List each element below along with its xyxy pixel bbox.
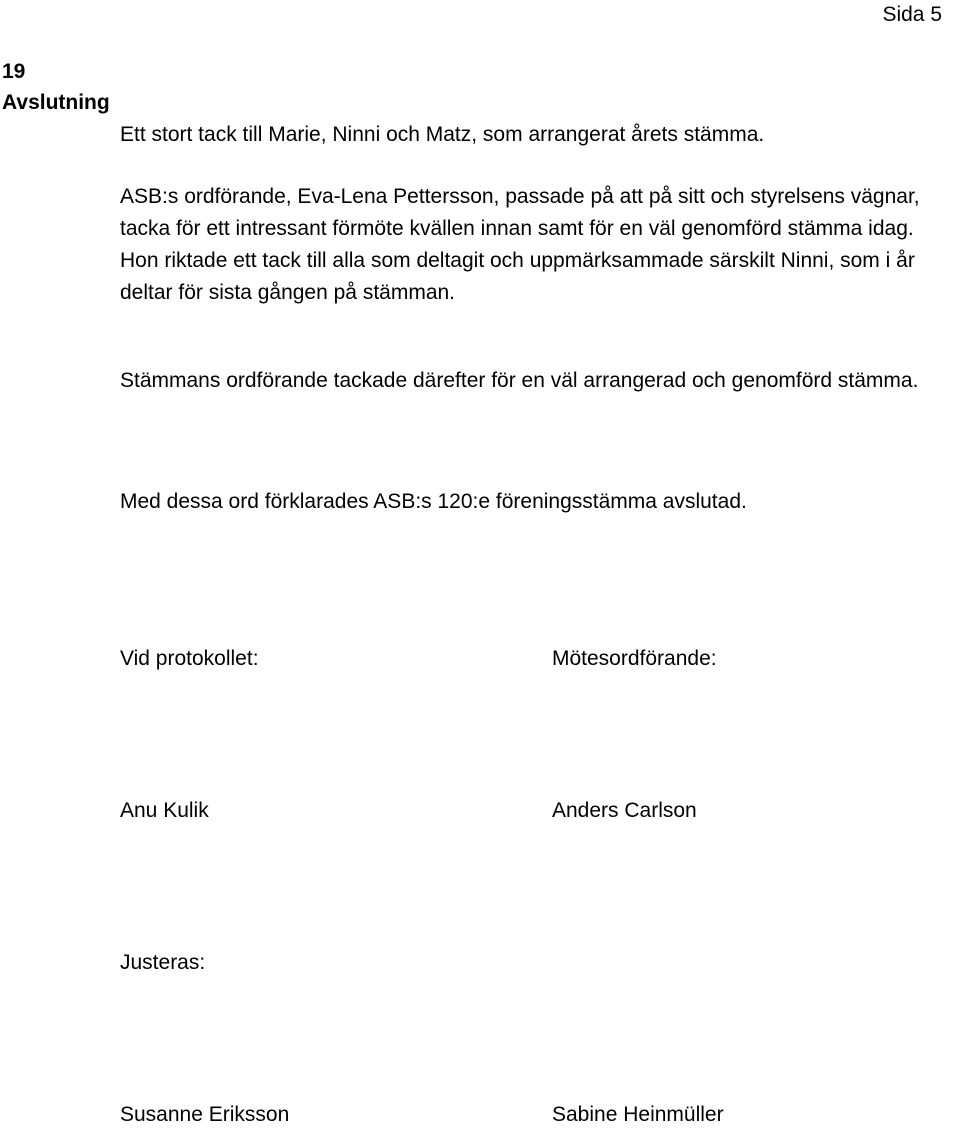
adjust-label: Justeras: — [120, 951, 206, 974]
chair-label: Mötesordförande: — [552, 647, 717, 670]
adjuster-name-2: Sabine Heinmüller — [552, 1103, 724, 1126]
page-number: Sida 5 — [882, 3, 942, 26]
protocol-label: Vid protokollet: — [120, 647, 259, 670]
section-title: Avslutning — [2, 91, 110, 114]
paragraph-thanks: Ett stort tack till Marie, Ninni och Matz, som arrangerat årets stämma. — [120, 123, 765, 146]
adjuster-name-1: Susanne Eriksson — [120, 1103, 290, 1126]
paragraph-closing: Med dessa ord förklarades ASB:s 120:e föreningsstämma avslutad. — [120, 490, 747, 513]
chair-signatory-name: Anders Carlson — [552, 799, 697, 822]
paragraph-chair-thanks: ASB:s ordförande, Eva-Lena Pettersson, passade på att på sitt och styrelsens vägnar, tacka för ett intressant förmöte kvällen innan samt för en väl genomförd stämma idag. Hon riktade ett tack till alla som deltagit och uppmärksammade särskilt Ninni, som i år deltar för sista gången på stämman. — [120, 185, 920, 304]
protocol-signatory-name: Anu Kulik — [120, 799, 209, 822]
section-number: 19 — [2, 60, 26, 83]
paragraph-meeting-chair: Stämmans ordförande tackade därefter för en väl arrangerad och genomförd stämma. — [120, 369, 919, 392]
